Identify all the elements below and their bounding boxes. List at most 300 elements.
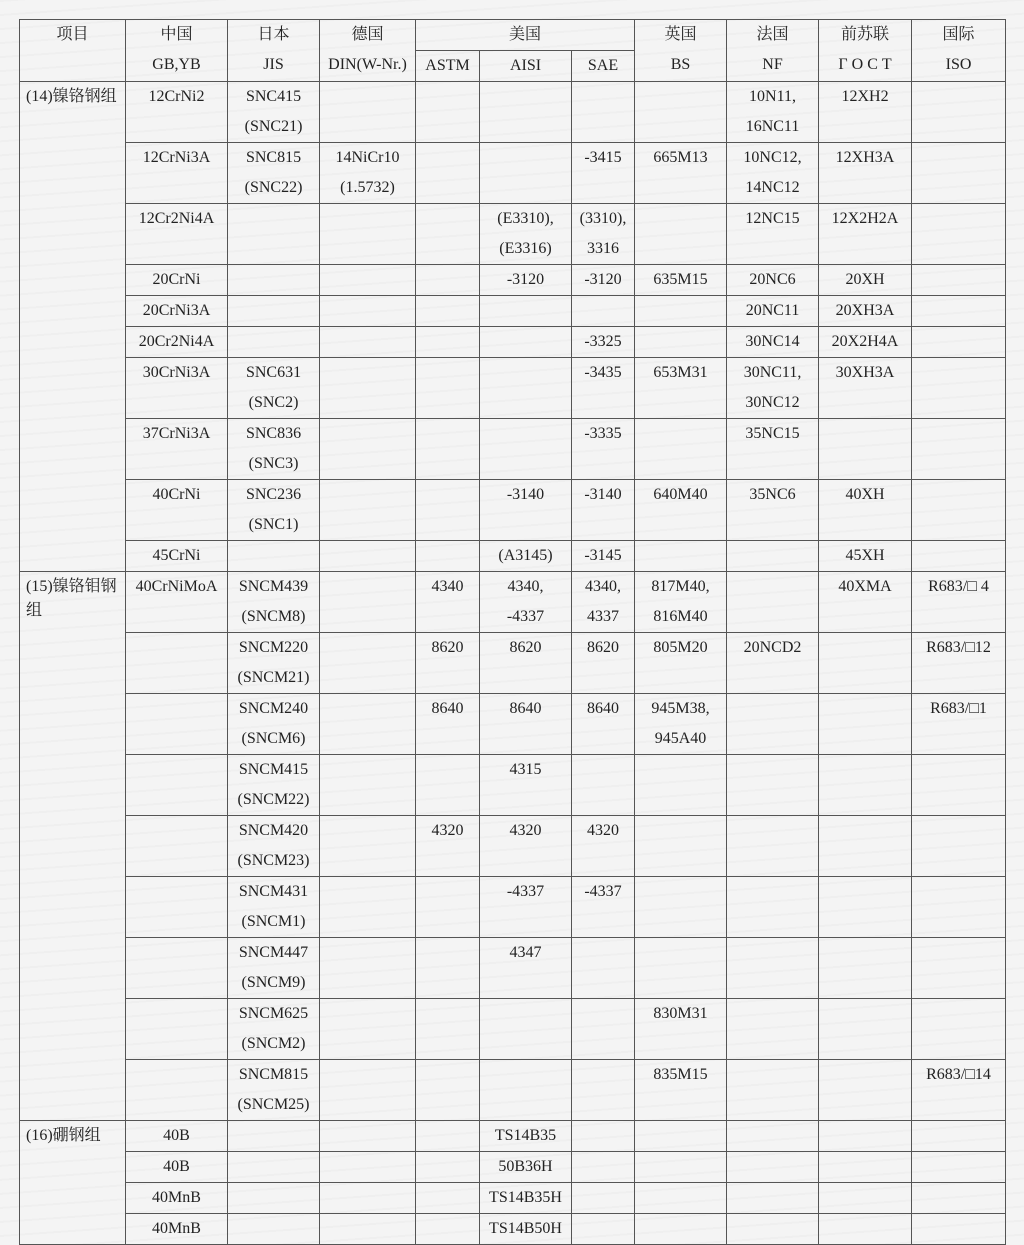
- cell-bs: [635, 755, 727, 816]
- table-row: [20, 419, 1006, 480]
- cell-iso: [912, 541, 1006, 572]
- cell-line: SNCM815: [238, 1066, 309, 1083]
- cell-bs: [635, 541, 727, 572]
- cell-bs: [635, 938, 727, 999]
- cell-aisi: [480, 938, 572, 999]
- cell-line: SNCM240: [238, 700, 309, 717]
- header-aisi: AISI: [480, 51, 572, 82]
- cell-line: -3120: [506, 271, 545, 288]
- cell-sae: [572, 541, 635, 572]
- cell-gb: [126, 694, 228, 755]
- cell-gost: [819, 1060, 912, 1121]
- cell-line: (SNCM21): [237, 669, 310, 686]
- cell-aisi: [480, 419, 572, 480]
- cell-line: 805M20: [653, 639, 708, 656]
- cell-astm: [416, 938, 480, 999]
- cell-line: 4320: [587, 822, 619, 839]
- cell-din: [320, 480, 416, 541]
- cell-aisi: [480, 1183, 572, 1214]
- cell-jis: [228, 204, 320, 265]
- cell-sae: [572, 938, 635, 999]
- table-row: [20, 877, 1006, 938]
- cell-din: [320, 82, 416, 143]
- cell-gost: [819, 877, 912, 938]
- cell-line: -4337: [506, 883, 545, 900]
- table-row: [20, 999, 1006, 1060]
- cell-gost: [819, 938, 912, 999]
- cell-iso: [912, 816, 1006, 877]
- cell-sae: [572, 1214, 635, 1245]
- cell-din: [320, 938, 416, 999]
- cell-line: 10N11,: [749, 88, 796, 105]
- cell-nf: [727, 541, 819, 572]
- cell-line: -4337: [584, 883, 622, 900]
- header-sae: SAE: [572, 51, 635, 82]
- cell-nf: [727, 1152, 819, 1183]
- cell-gb: 12CrNi3A: [126, 143, 228, 204]
- cell-jis: [228, 1214, 320, 1245]
- table-row: [20, 82, 1006, 143]
- cell-din: [320, 755, 416, 816]
- cell-astm: [416, 143, 480, 204]
- cell-nf: [727, 938, 819, 999]
- cell-iso: [912, 82, 1006, 143]
- cell-jis: [228, 938, 320, 999]
- cell-din: [320, 204, 416, 265]
- cell-iso: [912, 1152, 1006, 1183]
- cell-line: SNCM625: [238, 1005, 309, 1022]
- cell-astm: [416, 1121, 480, 1152]
- cell-line: (SNCM1): [241, 913, 306, 930]
- cell-iso: [912, 296, 1006, 327]
- cell-sae: [572, 419, 635, 480]
- cell-sae: [572, 143, 635, 204]
- cell-bs: [635, 1060, 727, 1121]
- cell-sae: [572, 265, 635, 296]
- cell-line: R683/□14: [926, 1066, 991, 1083]
- cell-gost: [819, 1214, 912, 1245]
- cell-gost: [819, 633, 912, 694]
- cell-gost: [819, 143, 912, 204]
- cell-bs: [635, 694, 727, 755]
- cell-aisi: [480, 1152, 572, 1183]
- cell-line: (1.5732): [340, 179, 395, 196]
- cell-nf: [727, 204, 819, 265]
- table-body: [20, 82, 1006, 1245]
- cell-line: (SNCM8): [241, 608, 306, 625]
- cell-line: 35NC15: [745, 425, 800, 442]
- table-row: [20, 572, 1006, 633]
- cell-line: 30NC14: [745, 333, 800, 350]
- cell-line: 20NC6: [749, 271, 796, 288]
- cell-bs: [635, 1214, 727, 1245]
- cell-gb: 20CrNi: [126, 265, 228, 296]
- cell-line: TS14B35H: [489, 1189, 562, 1206]
- cell-line: 14NC12: [745, 179, 800, 196]
- cell-din: [320, 541, 416, 572]
- cell-sae: [572, 755, 635, 816]
- cell-nf: [727, 419, 819, 480]
- cell-line: 640M40: [653, 486, 708, 503]
- cell-line: 20X2H4A: [831, 333, 899, 350]
- cell-astm: [416, 1183, 480, 1214]
- cell-aisi: [480, 82, 572, 143]
- cell-line: (SNC21): [244, 118, 303, 135]
- cell-aisi: [480, 694, 572, 755]
- cell-astm: [416, 296, 480, 327]
- cell-line: 12NC15: [745, 210, 800, 227]
- cell-jis: [228, 296, 320, 327]
- cell-gb: 40CrNi: [126, 480, 228, 541]
- cell-nf: [727, 82, 819, 143]
- cell-line: SNCM220: [238, 639, 309, 656]
- cell-jis: [228, 999, 320, 1060]
- cell-gb: [126, 633, 228, 694]
- cell-line: R683/□1: [930, 700, 987, 717]
- header-china: 中国 GB,YB: [126, 20, 228, 82]
- cell-line: 8620: [431, 639, 464, 656]
- cell-line: (SNCM2): [241, 1035, 306, 1052]
- cell-gost: [819, 572, 912, 633]
- cell-sae: [572, 1183, 635, 1214]
- cell-line: 40XH: [845, 486, 885, 503]
- table-row: [20, 265, 1006, 296]
- cell-line: SNC631: [245, 364, 302, 381]
- cell-line: 4337: [587, 608, 619, 625]
- header-japan: 日本 JIS: [228, 20, 320, 82]
- cell-iso: [912, 1060, 1006, 1121]
- cell-gost: [819, 541, 912, 572]
- cell-aisi: [480, 877, 572, 938]
- table-row: [20, 1060, 1006, 1121]
- cell-jis: [228, 1152, 320, 1183]
- cell-gost: [819, 816, 912, 877]
- cell-bs: [635, 265, 727, 296]
- cell-din: [320, 694, 416, 755]
- cell-din: [320, 143, 416, 204]
- header-item: 项目: [20, 20, 126, 82]
- cell-sae: [572, 1152, 635, 1183]
- cell-iso: [912, 358, 1006, 419]
- cell-jis: [228, 694, 320, 755]
- cell-aisi: [480, 296, 572, 327]
- cell-line: 12XH3A: [835, 149, 895, 166]
- cell-line: 8640: [587, 700, 619, 717]
- cell-line: 4320: [509, 822, 542, 839]
- cell-aisi: [480, 572, 572, 633]
- cell-bs: [635, 296, 727, 327]
- cell-bs: [635, 480, 727, 541]
- cell-line: 20NCD2: [743, 639, 802, 656]
- table-row: [20, 1183, 1006, 1214]
- table-row: [20, 541, 1006, 572]
- table-row: [20, 143, 1006, 204]
- cell-iso: [912, 327, 1006, 358]
- cell-nf: [727, 358, 819, 419]
- cell-nf: [727, 572, 819, 633]
- cell-bs: [635, 1121, 727, 1152]
- cell-line: 16NC11: [745, 118, 800, 135]
- cell-bs: [635, 816, 727, 877]
- cell-nf: [727, 633, 819, 694]
- cell-gost: [819, 1183, 912, 1214]
- cell-gb: 40B: [126, 1152, 228, 1183]
- cell-astm: [416, 265, 480, 296]
- cell-nf: [727, 480, 819, 541]
- cell-iso: [912, 755, 1006, 816]
- cell-aisi: [480, 1121, 572, 1152]
- cell-din: [320, 296, 416, 327]
- cell-sae: [572, 816, 635, 877]
- cell-nf: [727, 1060, 819, 1121]
- cell-nf: [727, 877, 819, 938]
- cell-gost: [819, 296, 912, 327]
- cell-aisi: [480, 327, 572, 358]
- cell-line: R683/□ 4: [928, 578, 989, 595]
- cell-bs: [635, 204, 727, 265]
- cell-bs: [635, 633, 727, 694]
- cell-gost: [819, 1152, 912, 1183]
- cell-line: TS14B50H: [489, 1220, 562, 1237]
- cell-aisi: [480, 1214, 572, 1245]
- cell-line: -3325: [584, 333, 622, 350]
- cell-line: SNC836: [245, 425, 302, 442]
- cell-line: SNCM447: [238, 944, 309, 961]
- cell-astm: [416, 1152, 480, 1183]
- cell-gost: [819, 480, 912, 541]
- cell-bs: [635, 419, 727, 480]
- cell-sae: [572, 694, 635, 755]
- cell-sae: [572, 999, 635, 1060]
- cell-gb: 40MnB: [126, 1214, 228, 1245]
- cell-gost: [819, 999, 912, 1060]
- steel-grade-comparison-table: [19, 19, 1006, 1245]
- cell-line: 945A40: [654, 730, 707, 747]
- cell-line: R683/□12: [926, 639, 991, 656]
- cell-jis: [228, 327, 320, 358]
- cell-line: 835M15: [653, 1066, 708, 1083]
- cell-sae: [572, 1060, 635, 1121]
- cell-nf: [727, 999, 819, 1060]
- cell-line: 30NC11,: [743, 364, 802, 381]
- table-row: [20, 1214, 1006, 1245]
- cell-line: (SNCM25): [237, 1096, 310, 1113]
- cell-din: [320, 419, 416, 480]
- cell-line: 50B36H: [498, 1158, 553, 1175]
- cell-iso: [912, 143, 1006, 204]
- cell-iso: [912, 1183, 1006, 1214]
- cell-din: [320, 999, 416, 1060]
- cell-gb: [126, 938, 228, 999]
- cell-line: (3310),: [579, 210, 627, 227]
- header-ussr: 前苏联 Г О С Т: [819, 20, 912, 82]
- cell-astm: [416, 755, 480, 816]
- header-germany: 德国 DIN(W-Nr.): [320, 20, 416, 82]
- cell-sae: [572, 204, 635, 265]
- table-row: [20, 633, 1006, 694]
- cell-line: 653M31: [653, 364, 708, 381]
- cell-line: 665M13: [653, 149, 708, 166]
- cell-gost: [819, 755, 912, 816]
- cell-astm: [416, 633, 480, 694]
- cell-line: 12XH2: [841, 88, 889, 105]
- cell-sae: [572, 633, 635, 694]
- cell-line: 35NC6: [749, 486, 796, 503]
- cell-line: -3415: [584, 149, 622, 166]
- table-row: [20, 816, 1006, 877]
- cell-sae: [572, 82, 635, 143]
- group-name-cell: (16)硼钢组: [20, 1121, 126, 1245]
- cell-line: 12X2H2A: [831, 210, 899, 227]
- cell-nf: [727, 143, 819, 204]
- cell-gost: [819, 358, 912, 419]
- cell-jis: [228, 1121, 320, 1152]
- cell-gb: 30CrNi3A: [126, 358, 228, 419]
- cell-gb: 12CrNi2: [126, 82, 228, 143]
- cell-line: (SNCM22): [237, 791, 310, 808]
- table-row: [20, 204, 1006, 265]
- cell-line: 830M31: [653, 1005, 708, 1022]
- cell-line: 4340,: [507, 578, 544, 595]
- cell-astm: [416, 327, 480, 358]
- cell-iso: [912, 480, 1006, 541]
- cell-iso: [912, 265, 1006, 296]
- cell-jis: [228, 541, 320, 572]
- cell-iso: [912, 419, 1006, 480]
- cell-line: 3316: [587, 240, 619, 257]
- table-row: [20, 694, 1006, 755]
- cell-line: SNC815: [245, 149, 302, 166]
- cell-gb: 45CrNi: [126, 541, 228, 572]
- cell-line: (SNCM9): [241, 974, 306, 991]
- cell-din: [320, 633, 416, 694]
- cell-line: 4347: [509, 944, 542, 961]
- cell-jis: [228, 358, 320, 419]
- cell-line: -3145: [584, 547, 622, 564]
- cell-line: -3335: [584, 425, 622, 442]
- cell-sae: [572, 358, 635, 419]
- cell-astm: [416, 1060, 480, 1121]
- cell-gb: [126, 877, 228, 938]
- cell-jis: [228, 265, 320, 296]
- cell-line: (SNC3): [248, 455, 299, 472]
- cell-sae: [572, 327, 635, 358]
- cell-jis: [228, 816, 320, 877]
- cell-iso: [912, 938, 1006, 999]
- cell-line: (SNCM23): [237, 852, 310, 869]
- cell-line: (E3310),: [497, 210, 554, 227]
- cell-jis: [228, 143, 320, 204]
- cell-gb: 40B: [126, 1121, 228, 1152]
- cell-line: (E3316): [499, 240, 552, 257]
- cell-line: TS14B35: [494, 1127, 557, 1144]
- header-uk: 英国 BS: [635, 20, 727, 82]
- cell-astm: [416, 877, 480, 938]
- cell-bs: [635, 143, 727, 204]
- cell-sae: [572, 877, 635, 938]
- table-row: [20, 480, 1006, 541]
- cell-bs: [635, 877, 727, 938]
- table-row: [20, 938, 1006, 999]
- cell-sae: [572, 1121, 635, 1152]
- cell-gost: [819, 265, 912, 296]
- cell-iso: [912, 572, 1006, 633]
- cell-iso: [912, 633, 1006, 694]
- cell-line: 30NC12: [745, 394, 800, 411]
- cell-jis: [228, 480, 320, 541]
- cell-gost: [819, 204, 912, 265]
- cell-astm: [416, 82, 480, 143]
- cell-line: SNC236: [245, 486, 302, 503]
- cell-line: 817M40,: [651, 578, 710, 595]
- cell-aisi: [480, 633, 572, 694]
- cell-din: [320, 572, 416, 633]
- cell-din: [320, 877, 416, 938]
- cell-line: -3120: [584, 271, 622, 288]
- cell-iso: [912, 1121, 1006, 1152]
- cell-line: 20XH3A: [835, 302, 895, 319]
- cell-aisi: [480, 999, 572, 1060]
- cell-line: -3435: [584, 364, 622, 381]
- cell-nf: [727, 327, 819, 358]
- cell-iso: [912, 877, 1006, 938]
- cell-gb: 20CrNi3A: [126, 296, 228, 327]
- cell-jis: [228, 1183, 320, 1214]
- cell-gb: [126, 1060, 228, 1121]
- cell-gb: [126, 816, 228, 877]
- cell-bs: [635, 1152, 727, 1183]
- cell-bs: [635, 358, 727, 419]
- cell-din: [320, 265, 416, 296]
- cell-nf: [727, 1214, 819, 1245]
- cell-gb: 12Cr2Ni4A: [126, 204, 228, 265]
- header-international: 国际 ISO: [912, 20, 1006, 82]
- cell-din: [320, 1152, 416, 1183]
- cell-line: 8640: [431, 700, 464, 717]
- cell-line: 8620: [509, 639, 542, 656]
- cell-gb: 20Cr2Ni4A: [126, 327, 228, 358]
- table-row: [20, 1121, 1006, 1152]
- cell-iso: [912, 1214, 1006, 1245]
- cell-line: 4320: [431, 822, 464, 839]
- cell-astm: [416, 1214, 480, 1245]
- cell-line: 10NC12,: [743, 149, 802, 166]
- cell-gb: [126, 755, 228, 816]
- cell-line: -3140: [506, 486, 545, 503]
- cell-line: SNCM415: [238, 761, 309, 778]
- cell-line: 40XMA: [838, 578, 892, 595]
- cell-aisi: [480, 143, 572, 204]
- cell-aisi: [480, 1060, 572, 1121]
- cell-bs: [635, 999, 727, 1060]
- table-header: [20, 20, 1006, 82]
- cell-aisi: [480, 755, 572, 816]
- cell-jis: [228, 82, 320, 143]
- cell-gb: [126, 999, 228, 1060]
- cell-nf: [727, 265, 819, 296]
- cell-line: 635M15: [653, 271, 708, 288]
- header-usa: 美国: [416, 20, 635, 51]
- cell-astm: [416, 541, 480, 572]
- cell-astm: [416, 694, 480, 755]
- cell-line: 30XH3A: [835, 364, 895, 381]
- cell-din: [320, 1183, 416, 1214]
- cell-line: (SNC22): [244, 179, 303, 196]
- cell-bs: [635, 327, 727, 358]
- cell-nf: [727, 694, 819, 755]
- cell-aisi: [480, 265, 572, 296]
- cell-din: [320, 1060, 416, 1121]
